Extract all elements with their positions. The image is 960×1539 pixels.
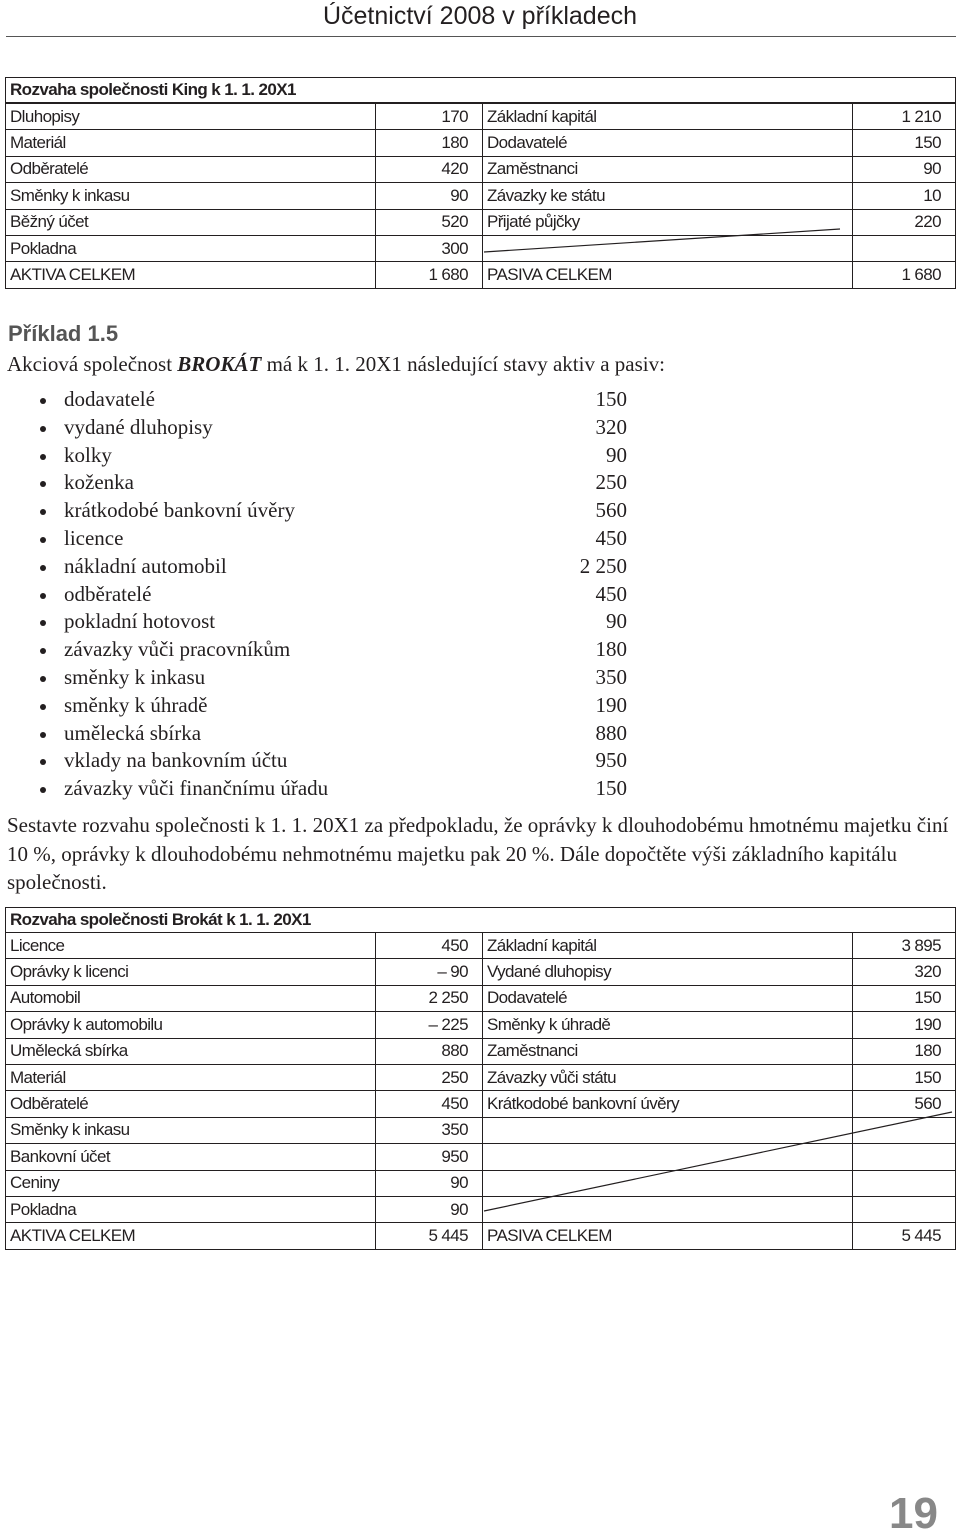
item-label: pokladní hotovost	[64, 609, 216, 634]
task-text: Sestavte rozvahu společnosti k 1. 1. 20X1 za předpokladu, že oprávky k dlouhodobému hmotnému majetku činí 10 %, oprávky k dlouhodobému nehmotnému majetku pak 20 %. Dále dopočtěte výši základního kapitálu společnosti.	[7, 813, 949, 894]
liability-value: 1 210	[853, 104, 956, 130]
item-label: nákladní automobil	[64, 553, 227, 578]
item-value: 450	[595, 581, 627, 606]
asset-value: 880	[376, 1038, 483, 1064]
item-value: 880	[595, 720, 627, 745]
item-value: 90	[606, 609, 627, 634]
balance-sheet-king	[5, 77, 956, 103]
page-number: 19	[889, 1489, 938, 1538]
liability-label: Základní kapitál	[483, 104, 853, 130]
list-item	[40, 442, 630, 470]
liability-value: 1 680	[853, 262, 956, 288]
item-label: vydané dluhopisy	[64, 414, 213, 439]
table-row	[6, 985, 956, 1011]
asset-label: Směnky k inkasu	[6, 1117, 376, 1143]
liability-value: 90	[853, 156, 956, 182]
item-label: směnky k úhradě	[64, 692, 208, 717]
asset-value: 420	[376, 156, 483, 182]
bullet-icon	[40, 759, 46, 765]
table-row	[6, 933, 956, 959]
list-item	[40, 525, 630, 553]
list-item	[40, 747, 630, 775]
asset-value: 250	[376, 1064, 483, 1090]
liability-label: Závazky ke státu	[483, 183, 853, 209]
list-item	[40, 720, 630, 748]
liability-value: 190	[853, 1012, 956, 1038]
header-rule	[6, 36, 956, 37]
balance-sheet-king-body	[5, 103, 956, 289]
liability-value: 3 895	[853, 933, 956, 959]
table-row	[6, 1223, 956, 1249]
liability-label: Zaměstnanci	[483, 1038, 853, 1064]
asset-label: Odběratelé	[6, 156, 376, 182]
item-value: 350	[595, 664, 627, 689]
item-label: směnky k inkasu	[64, 664, 206, 689]
asset-label: Materiál	[6, 1064, 376, 1090]
item-value: 90	[606, 442, 627, 467]
empty-cell-diagonal	[482, 227, 955, 254]
asset-value: 5 445	[376, 1223, 483, 1249]
asset-value: 90	[376, 1196, 483, 1222]
liability-value: 320	[853, 959, 956, 985]
item-label: závazky vůči finančnímu úřadu	[64, 776, 329, 801]
asset-value: 300	[376, 235, 483, 261]
liability-label: Přijaté půjčky	[483, 209, 853, 235]
asset-value: 2 250	[376, 985, 483, 1011]
item-label: dodavatelé	[64, 387, 155, 411]
intro-post: má k 1. 1. 20X1 následující stavy aktiv a pasiv:	[266, 352, 665, 376]
asset-label: Běžný účet	[6, 209, 376, 235]
liability-label: Zaměstnanci	[483, 156, 853, 182]
item-value: 250	[595, 470, 627, 495]
liability-value: 5 445	[853, 1223, 956, 1249]
asset-label: Pokladna	[6, 1196, 376, 1222]
liability-label: Dodavatelé	[483, 130, 853, 156]
bullet-icon	[40, 732, 46, 738]
table-title: Rozvaha společnosti King k 1. 1. 20X1	[6, 78, 956, 103]
item-value: 320	[595, 414, 627, 439]
bullet-icon	[40, 648, 46, 654]
asset-label: Umělecká sbírka	[6, 1038, 376, 1064]
intro-pre: Akciová společnost	[7, 352, 173, 376]
asset-label: Odběratelé	[6, 1091, 376, 1117]
asset-label: Automobil	[6, 985, 376, 1011]
liability-label: Vydané dluhopisy	[483, 959, 853, 985]
item-label: koženka	[64, 470, 134, 495]
item-value: 150	[595, 776, 627, 801]
asset-label: Licence	[6, 933, 376, 959]
item-label: vklady na bankovním účtu	[64, 748, 288, 773]
liability-label: Krátkodobé bankovní úvěry	[483, 1091, 853, 1117]
bullet-icon	[40, 565, 46, 571]
asset-value: 90	[376, 1170, 483, 1196]
list-item	[40, 636, 630, 664]
item-value: 150	[595, 387, 627, 411]
asset-label: Směnky k inkasu	[6, 183, 376, 209]
item-value: 450	[595, 525, 627, 550]
list-item	[40, 608, 630, 636]
liability-value: 150	[853, 1064, 956, 1090]
bullet-icon	[40, 537, 46, 543]
list-item	[40, 581, 630, 609]
asset-label: Oprávky k automobilu	[6, 1012, 376, 1038]
table-row	[6, 262, 956, 288]
liability-label: PASIVA CELKEM	[483, 262, 853, 288]
liability-label: Dodavatelé	[483, 985, 853, 1011]
bullet-icon	[40, 426, 46, 432]
liability-label: Základní kapitál	[483, 933, 853, 959]
item-value: 2 250	[579, 553, 627, 578]
list-item	[40, 664, 630, 692]
balance-sheet-brokat	[5, 907, 956, 933]
table-row	[6, 959, 956, 985]
list-item	[40, 414, 630, 442]
table-row	[6, 104, 956, 130]
asset-label: Bankovní účet	[6, 1144, 376, 1170]
intro-company: BROKÁT	[177, 352, 262, 376]
list-item	[40, 692, 630, 720]
list-item	[40, 386, 630, 414]
liability-value: 180	[853, 1038, 956, 1064]
bullet-icon	[40, 481, 46, 487]
liability-value: 150	[853, 130, 956, 156]
table-title: Rozvaha společnosti Brokát k 1. 1. 20X1	[6, 908, 956, 933]
running-header: Účetnictví 2008 v příkladech	[322, 2, 638, 30]
item-value: 950	[595, 748, 627, 773]
liability-label: Směnky k úhradě	[483, 1012, 853, 1038]
liability-value: 220	[853, 209, 956, 235]
asset-value: 350	[376, 1117, 483, 1143]
asset-value: 1 680	[376, 262, 483, 288]
example-intro	[7, 352, 665, 377]
item-label: licence	[64, 525, 124, 550]
list-item	[40, 497, 630, 525]
bullet-icon	[40, 593, 46, 599]
table-row	[6, 1012, 956, 1038]
asset-value: 950	[376, 1144, 483, 1170]
asset-value: – 90	[376, 959, 483, 985]
table-row	[6, 156, 956, 182]
bullet-icon	[40, 704, 46, 710]
asset-label: Pokladna	[6, 235, 376, 261]
item-label: krátkodobé bankovní úvěry	[64, 498, 295, 523]
item-value: 190	[595, 692, 627, 717]
asset-label: AKTIVA CELKEM	[6, 1223, 376, 1249]
table-row	[6, 130, 956, 156]
list-item	[40, 553, 630, 581]
item-label: umělecká sbírka	[64, 720, 202, 745]
asset-value: 170	[376, 104, 483, 130]
item-label: závazky vůči pracovníkům	[64, 637, 291, 662]
list-item	[40, 775, 630, 803]
liability-label: Závazky vůči státu	[483, 1064, 853, 1090]
asset-label: Oprávky k licenci	[6, 959, 376, 985]
item-label: kolky	[64, 442, 112, 467]
bullet-icon	[40, 454, 46, 460]
table-row	[6, 183, 956, 209]
asset-value: 180	[376, 130, 483, 156]
asset-label: Materiál	[6, 130, 376, 156]
asset-value: – 225	[376, 1012, 483, 1038]
asset-label: Ceniny	[6, 1170, 376, 1196]
bullet-icon	[40, 676, 46, 682]
bullet-icon	[40, 620, 46, 626]
asset-liability-list	[40, 386, 630, 803]
empty-cells-diagonal	[482, 1110, 955, 1214]
asset-value: 90	[376, 183, 483, 209]
liability-value: 150	[853, 985, 956, 1011]
liability-value: 10	[853, 183, 956, 209]
item-label: odběratelé	[64, 581, 152, 606]
bullet-icon	[40, 787, 46, 793]
bullet-icon	[40, 509, 46, 515]
item-value: 180	[595, 637, 627, 662]
list-item	[40, 469, 630, 497]
table-row	[6, 1038, 956, 1064]
item-value: 560	[595, 498, 627, 523]
liability-label: PASIVA CELKEM	[483, 1223, 853, 1249]
asset-label: AKTIVA CELKEM	[6, 262, 376, 288]
asset-value: 450	[376, 933, 483, 959]
asset-value: 450	[376, 1091, 483, 1117]
liability-value: 560	[853, 1091, 956, 1117]
asset-value: 520	[376, 209, 483, 235]
table-row	[6, 1064, 956, 1090]
example-heading: Příklad 1.5	[8, 321, 119, 346]
asset-label: Dluhopisy	[6, 104, 376, 130]
bullet-icon	[40, 398, 46, 404]
